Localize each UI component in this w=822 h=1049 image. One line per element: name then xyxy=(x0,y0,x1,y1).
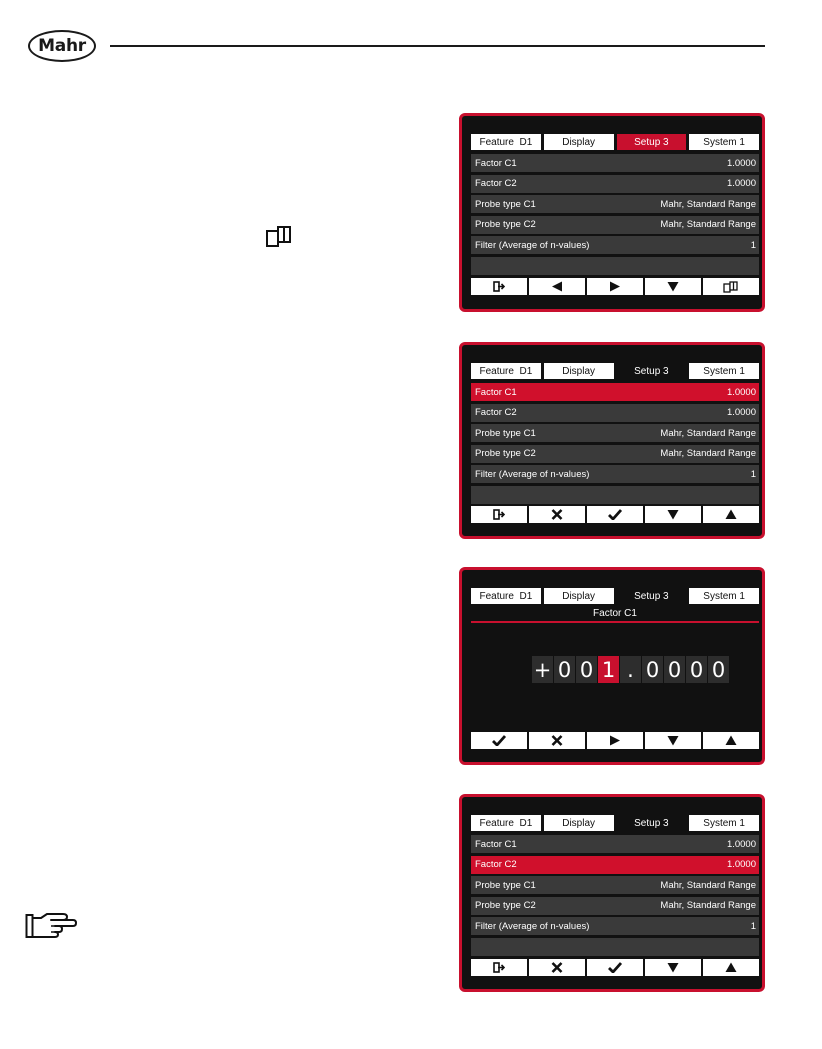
up-button[interactable] xyxy=(703,732,759,749)
row-value: 1.0000 xyxy=(726,838,756,850)
confirm-icon xyxy=(608,962,622,973)
value-editor[interactable] xyxy=(532,656,729,683)
down-button[interactable] xyxy=(645,959,701,976)
row-value: Mahr, Standard Range xyxy=(660,879,756,891)
right-button[interactable] xyxy=(587,278,643,295)
tab-bar xyxy=(471,815,759,831)
tab-system[interactable]: System 1 xyxy=(689,588,759,604)
row-value: 1.0000 xyxy=(726,859,756,871)
pointing-hand-icon xyxy=(25,912,77,942)
up-button[interactable] xyxy=(703,959,759,976)
settings-list xyxy=(471,835,759,959)
confirm-button[interactable] xyxy=(587,959,643,976)
digit-cursor[interactable]: 1 xyxy=(598,656,619,683)
row-value: 1.0000 xyxy=(726,157,756,169)
pages-icon xyxy=(723,281,739,293)
row-value: Mahr, Standard Range xyxy=(660,198,756,210)
settings-list xyxy=(471,383,759,507)
list-item[interactable] xyxy=(471,236,759,254)
left-arrow-icon xyxy=(551,281,563,292)
confirm-icon xyxy=(608,509,622,520)
header-rule xyxy=(110,45,765,47)
confirm-icon xyxy=(492,735,506,746)
settings-list xyxy=(471,154,759,278)
row-value: 1.0000 xyxy=(726,407,756,419)
device-screen-menu xyxy=(459,113,765,312)
confirm-button[interactable] xyxy=(471,732,527,749)
row-label: Probe type C1 xyxy=(475,198,536,210)
tab-setup[interactable]: Setup 3 xyxy=(617,815,687,831)
row-value: 1 xyxy=(750,920,756,932)
row-label: Factor C1 xyxy=(475,838,517,850)
row-value: 1.0000 xyxy=(726,178,756,190)
confirm-button[interactable] xyxy=(587,506,643,523)
row-label: Filter (Average of n-values) xyxy=(475,239,590,251)
tab-display[interactable]: Display xyxy=(544,588,614,604)
softkey-bar xyxy=(471,278,759,295)
tab-feature[interactable]: Feature D1 xyxy=(471,588,541,604)
logo-text: Mahr xyxy=(38,36,86,56)
list-item[interactable] xyxy=(471,445,759,463)
digit[interactable]: 0 xyxy=(708,656,729,683)
row-value: 1 xyxy=(750,468,756,480)
digit-decimal-point: . xyxy=(620,656,641,683)
digit[interactable]: 0 xyxy=(664,656,685,683)
device-screen-edit xyxy=(459,567,765,765)
down-button[interactable] xyxy=(645,732,701,749)
up-arrow-icon xyxy=(725,962,737,973)
right-arrow-icon xyxy=(609,735,621,746)
down-arrow-icon xyxy=(667,735,679,746)
list-item[interactable] xyxy=(471,917,759,935)
digit-sign[interactable]: + xyxy=(533,657,552,682)
exit-button[interactable] xyxy=(471,506,527,523)
down-button[interactable] xyxy=(645,278,701,295)
row-label: Filter (Average of n-values) xyxy=(475,920,590,932)
softkey-bar xyxy=(471,732,759,749)
mahr-logo xyxy=(28,30,96,62)
list-item[interactable] xyxy=(471,195,759,213)
row-label: Factor C2 xyxy=(475,178,517,190)
row-value: 1.0000 xyxy=(726,386,756,398)
tab-setup[interactable]: Setup 3 xyxy=(617,363,687,379)
exit-icon xyxy=(493,509,505,520)
list-item[interactable] xyxy=(471,876,759,894)
list-item[interactable] xyxy=(471,424,759,442)
row-value: Mahr, Standard Range xyxy=(660,219,756,231)
empty-row xyxy=(471,486,759,504)
tab-feature[interactable]: Feature D1 xyxy=(471,363,541,379)
down-arrow-icon xyxy=(667,281,679,292)
row-label: Factor C1 xyxy=(475,386,517,398)
softkey-bar xyxy=(471,506,759,523)
digit[interactable]: 0 xyxy=(576,656,597,683)
row-label: Probe type C1 xyxy=(475,879,536,891)
down-arrow-icon xyxy=(667,962,679,973)
exit-icon xyxy=(493,281,505,292)
list-item[interactable] xyxy=(471,175,759,193)
right-arrow-icon xyxy=(609,281,621,292)
row-value: 1 xyxy=(750,239,756,251)
exit-button[interactable] xyxy=(471,959,527,976)
tab-setup[interactable]: Setup 3 xyxy=(617,588,687,604)
pages-button[interactable] xyxy=(703,278,759,295)
down-button[interactable] xyxy=(645,506,701,523)
tab-display[interactable]: Display xyxy=(544,815,614,831)
list-item-selected[interactable] xyxy=(471,383,759,401)
row-value: Mahr, Standard Range xyxy=(660,427,756,439)
tab-bar xyxy=(471,134,759,150)
down-arrow-icon xyxy=(667,509,679,520)
empty-row xyxy=(471,257,759,275)
digit[interactable]: 0 xyxy=(642,656,663,683)
tab-system[interactable]: System 1 xyxy=(689,363,759,379)
tab-feature[interactable]: Feature D1 xyxy=(471,134,541,150)
up-arrow-icon xyxy=(725,735,737,746)
cancel-button[interactable] xyxy=(529,506,585,523)
row-label: Factor C1 xyxy=(475,157,517,169)
list-item[interactable] xyxy=(471,404,759,422)
list-item-selected[interactable] xyxy=(471,856,759,874)
list-item[interactable] xyxy=(471,835,759,853)
up-button[interactable] xyxy=(703,506,759,523)
row-label: Probe type C2 xyxy=(475,900,536,912)
row-label: Probe type C1 xyxy=(475,427,536,439)
exit-icon xyxy=(493,962,505,973)
cancel-icon xyxy=(551,962,563,973)
list-item[interactable] xyxy=(471,154,759,172)
left-button[interactable] xyxy=(529,278,585,295)
row-label: Probe type C2 xyxy=(475,448,536,460)
cancel-icon xyxy=(551,509,563,520)
right-button[interactable] xyxy=(587,732,643,749)
exit-button[interactable] xyxy=(471,278,527,295)
row-value: Mahr, Standard Range xyxy=(660,448,756,460)
tab-system[interactable]: System 1 xyxy=(689,134,759,150)
cancel-icon xyxy=(551,735,563,746)
cancel-button[interactable] xyxy=(529,959,585,976)
tab-setup[interactable]: Setup 3 xyxy=(617,134,687,150)
device-screen-select xyxy=(459,342,765,539)
device-screen-next xyxy=(459,794,765,992)
tab-display[interactable]: Display xyxy=(544,134,614,150)
digit[interactable]: 0 xyxy=(686,656,707,683)
list-item[interactable] xyxy=(471,216,759,234)
row-label: Factor C2 xyxy=(475,859,517,871)
list-item[interactable] xyxy=(471,465,759,483)
empty-row xyxy=(471,938,759,956)
softkey-bar xyxy=(471,959,759,976)
list-item[interactable] xyxy=(471,897,759,915)
pages-icon xyxy=(265,225,295,249)
digit[interactable]: 0 xyxy=(554,656,575,683)
row-label: Probe type C2 xyxy=(475,219,536,231)
row-label: Filter (Average of n-values) xyxy=(475,468,590,480)
up-arrow-icon xyxy=(725,509,737,520)
cancel-button[interactable] xyxy=(529,732,585,749)
tab-feature[interactable]: Feature D1 xyxy=(471,815,541,831)
row-value: Mahr, Standard Range xyxy=(660,900,756,912)
tab-system[interactable]: System 1 xyxy=(689,815,759,831)
tab-bar xyxy=(471,363,759,379)
tab-display[interactable]: Display xyxy=(544,363,614,379)
row-label: Factor C2 xyxy=(475,407,517,419)
edit-title: Factor C1 xyxy=(471,606,759,623)
tab-bar xyxy=(471,588,759,604)
